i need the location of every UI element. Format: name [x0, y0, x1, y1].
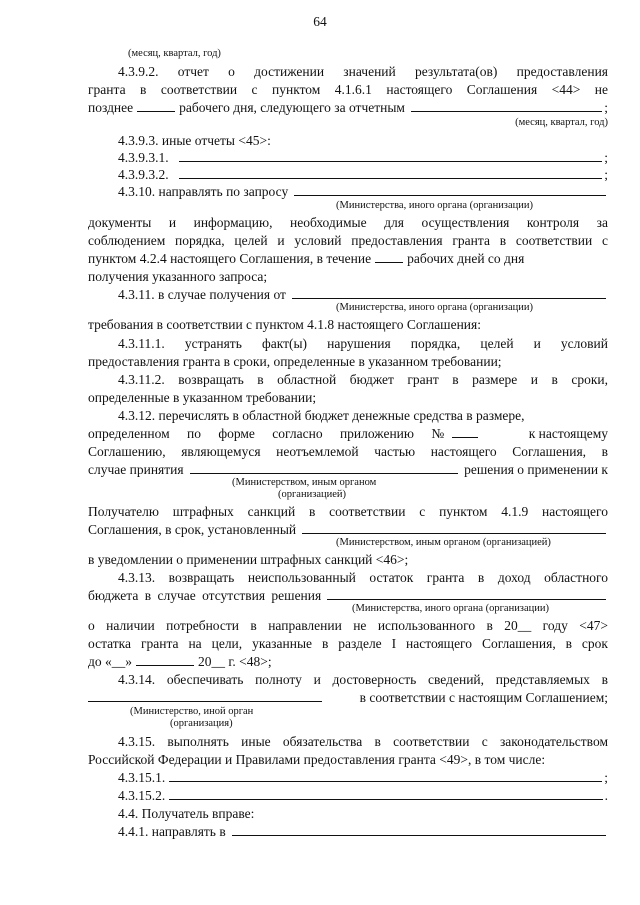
text-line: определенные в указанном требовании; [88, 390, 317, 405]
text: 4.3.15.1. [118, 770, 166, 785]
text-line-with-blank [88, 588, 608, 604]
page-number: 64 [313, 14, 327, 29]
text-line: Российской Федерации и Правилами предоставления гранта <49>, в том числе: [88, 752, 546, 767]
text: 4.3.9.3.1. [118, 150, 169, 165]
caption-ministry: (Министерством, иным органом [232, 477, 377, 488]
text-line: 4.3.11.1. устранять факт(ы) нарушения порядка, целей и условий [118, 336, 608, 351]
text-line: 4.3.11.2. возвращать в областной бюджет грант в размере и в сроки, [118, 372, 608, 387]
blank-line [375, 251, 403, 263]
text-line: требования в соответствии с пунктом 4.1.8 настоящего Соглашения: [88, 317, 481, 332]
text-line: соблюдением порядка, целей и условий предоставления гранта в соответствии с [88, 233, 608, 248]
text: ; [604, 150, 608, 165]
blank-line [302, 522, 606, 534]
caption-organization: (организацией) [278, 489, 347, 500]
text: ; [604, 770, 608, 785]
text-line: 4.3.9.2. отчет о достижении значений результата(ов) предоставления [118, 64, 608, 79]
text: случае принятия [88, 462, 184, 477]
blank-line [136, 654, 194, 666]
text: 4.3.10. направлять по запросу [118, 184, 289, 199]
blank-line [292, 287, 606, 299]
text-line: 4.3.15. выполнять иные обязательства в соответствии с законодательством [118, 734, 608, 749]
text: ; [604, 167, 608, 182]
caption-month-quarter-year: (месяц, квартал, год) [515, 117, 608, 128]
text: 4.3.9.3.2. [118, 167, 169, 182]
text-line: о наличии потребности в направлении не использованного в 20__ году <47> [88, 618, 608, 633]
blank-line [411, 100, 602, 112]
blank-line [88, 690, 322, 702]
text-line-with-blank [88, 690, 608, 706]
text-line-with-blank [88, 462, 608, 478]
text-line-with-blank [88, 251, 608, 267]
text-line: 4.3.9.3. иные отчеты <45>: [118, 133, 271, 148]
text: рабочих дней со дня [407, 251, 525, 266]
caption-organization: (организация) [170, 718, 233, 729]
text-line: документы и информацию, необходимые для осуществления контроля за [88, 215, 608, 230]
text: к настоящему [528, 426, 608, 441]
text: 4.3.15.2. [118, 788, 166, 803]
blank-line [179, 150, 603, 162]
text-line: 4.3.12. перечислять в областной бюджет денежные средства в размере, [118, 408, 525, 423]
text: 4.4.1. направлять в [118, 824, 226, 839]
text: в соответствии с настоящим Соглашением; [359, 690, 608, 705]
caption-ministry: (Министерства, иного органа (организации) [352, 603, 549, 614]
text: решения о применении к [464, 462, 608, 477]
text-line: Получателю штрафных санкций в соответствии с пунктом 4.1.9 настоящего [88, 504, 608, 519]
text: 4.3.11. в случае получения от [118, 287, 286, 302]
text-line-with-blanks [88, 100, 608, 116]
text-line-with-blank [118, 184, 608, 200]
caption-ministry: (Министерство, иной орган [130, 706, 254, 717]
blank-line [169, 788, 602, 800]
text: бюджета в случае отсутствия решения [88, 588, 322, 603]
text: позднее [88, 100, 134, 115]
text: определенном по форме согласно приложению № [88, 426, 445, 441]
text-line: 4.3.14. обеспечивать полноту и достоверность сведений, представляемых в [118, 672, 608, 687]
text: 20__ г. <48>; [198, 654, 272, 669]
blank-line [452, 426, 478, 438]
blank-line [179, 167, 603, 179]
text-line-with-blank [88, 522, 608, 538]
text: пунктом 4.2.4 настоящего Соглашения, в течение [88, 251, 372, 266]
text: ; [604, 100, 608, 115]
text-line-with-blank [118, 150, 608, 166]
text-line: 4.4. Получатель вправе: [118, 806, 255, 821]
text-line: в уведомлении о применении штрафных санкций <46>; [88, 552, 409, 567]
text-line: получения указанного запроса; [88, 269, 268, 284]
text-line-with-blank [118, 788, 608, 804]
caption-month-quarter-year: (месяц, квартал, год) [128, 48, 221, 59]
text-line: гранта в соответствии с пунктом 4.1.6.1 настоящего Соглашения <44> не [88, 82, 608, 97]
text: рабочего дня, следующего за отчетным [179, 100, 405, 115]
text-line: 4.3.13. возвращать неиспользованный остаток гранта в доход областного [118, 570, 608, 585]
text-line-with-blank [88, 654, 608, 670]
text-line: остатка гранта на цели, указанные в разделе I настоящего Соглашения, в срок [88, 636, 608, 651]
text: до «__» [88, 654, 132, 669]
text-line: Соглашению, являющемуся неотъемлемой частью настоящего Соглашения, в [88, 444, 608, 459]
blank-line [190, 462, 459, 474]
blank-line [294, 184, 606, 196]
blank-line [232, 824, 606, 836]
blank-line [137, 100, 175, 112]
text-line-with-blank [118, 824, 608, 840]
text-line-with-blank [118, 287, 608, 303]
text-line-with-blank [118, 167, 608, 183]
blank-line [327, 588, 606, 600]
text-line-with-blank [118, 770, 608, 786]
text-line: предоставления гранта в сроки, определенные в указанном требовании; [88, 354, 502, 369]
caption-ministry: (Министерством, иным органом (организацией) [336, 537, 551, 548]
text-line-with-blank [88, 426, 608, 442]
blank-line [169, 770, 602, 782]
caption-ministry: (Министерства, иного органа (организации) [336, 302, 533, 313]
text: . [604, 788, 608, 803]
text: Соглашения, в срок, установленный [88, 522, 297, 537]
caption-ministry: (Министерства, иного органа (организации) [336, 200, 533, 211]
